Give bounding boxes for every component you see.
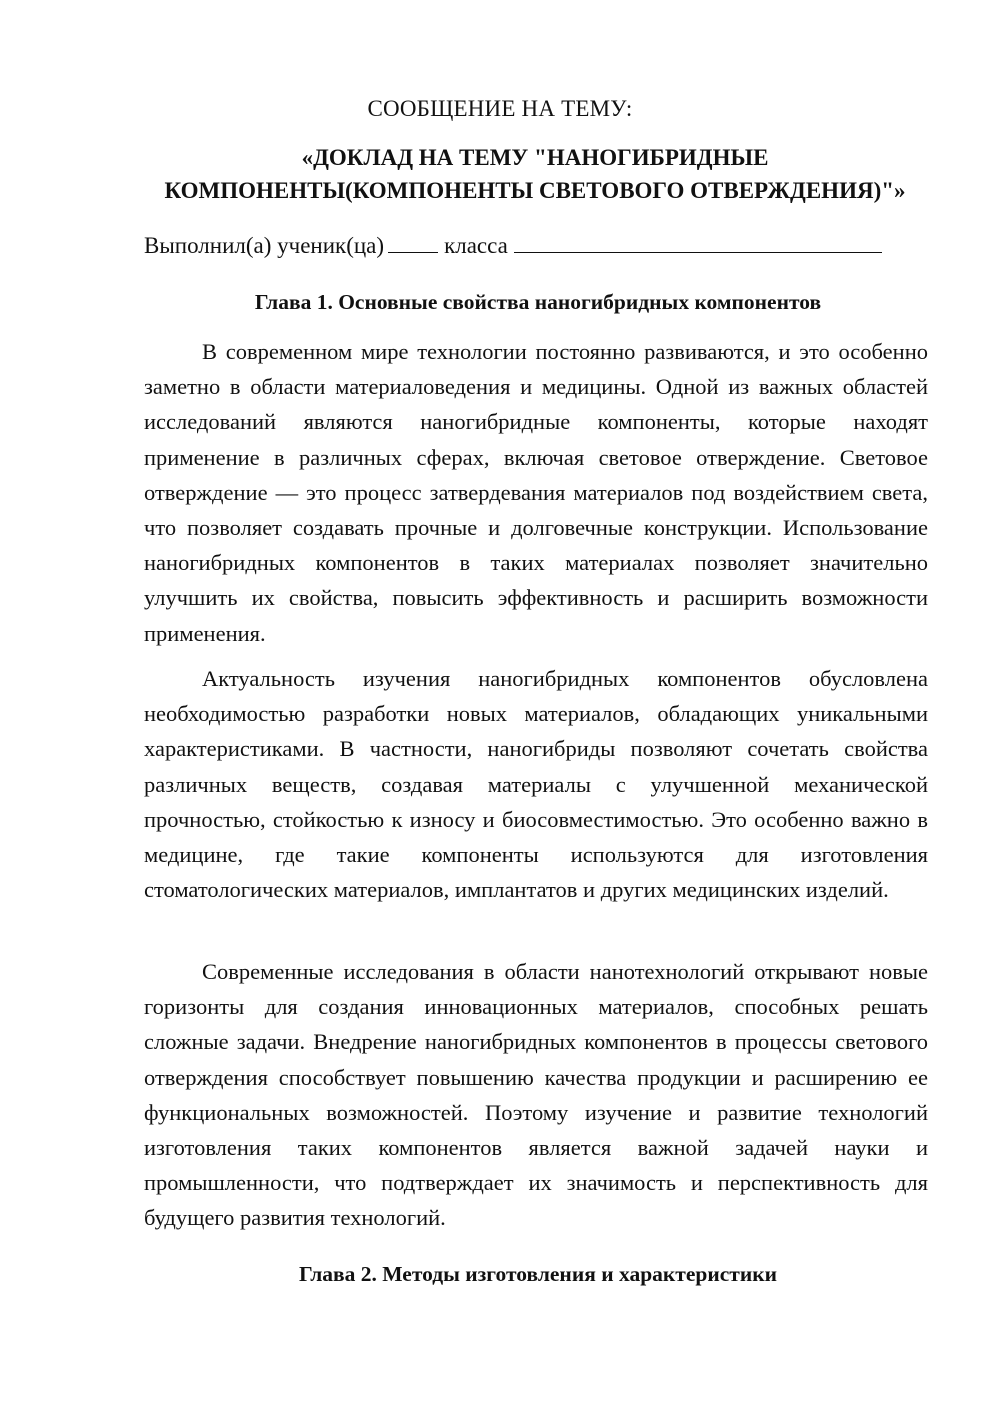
chapter-heading: Глава 1. Основные свойства наногибридных компонентов [254, 290, 822, 314]
class-number-blank [388, 230, 438, 253]
document-title: «ДОКЛАД НА ТЕМУ "НАНОГИБРИДНЫЕ КОМПОНЕНТЫ(КОМПОНЕНТЫ СВЕТОВОГО ОТВЕРЖДЕНИЯ)"» [164, 145, 906, 203]
document-label: СООБЩЕНИЕ НА ТЕМУ: [367, 96, 633, 121]
author-line [144, 229, 882, 262]
student-name-blank [514, 230, 882, 253]
paragraph: Современные исследования в области нанотехнологий открывают новые горизонты для создания инновационных материалов, способных решать сложные задачи. Внедрение наногибридных компонентов в процессы светового отверждения способствует повышению качества продукции и расширению ее функциональных возможностей. Поэтому изучение и развитие технологий изготовления таких компонентов является важной задачей науки и промышленности, что подтверждает их значимость и перспективность для будущего развития технологий. [144, 959, 928, 1231]
chapter-heading: Глава 2. Методы изготовления и характеристики [298, 1262, 778, 1286]
author-prefix: Выполнил(а) ученик(ца) [144, 233, 385, 258]
author-class-label: класса [444, 233, 508, 258]
paragraph: В современном мире технологии постоянно развиваются, и это особенно заметно в области материаловедения и медицины. Одной из важных областей исследований являются наногибридные компоненты, которые находят применение в различных сферах, включая световое отверждение. Световое отверждение — это процесс затвердевания материалов под воздействием света, что позволяет создавать прочные и долговечные конструкции. Использование наногибридных компонентов в таких материалах позволяет значительно улучшить их свойства, повысить эффективность и расширить возможности применения. [144, 339, 928, 646]
paragraph: Актуальность изучения наногибридных компонентов обусловлена необходимостью разработки новых материалов, обладающих уникальными характеристиками. В частности, наногибриды позволяют сочетать свойства различных веществ, создавая материалы с улучшенной механической прочностью, стойкостью к износу и биосовместимостью. Это особенно важно в медицине, где такие компоненты используются для изготовления стоматологических материалов, имплантатов и других медицинских изделий. [144, 666, 928, 903]
